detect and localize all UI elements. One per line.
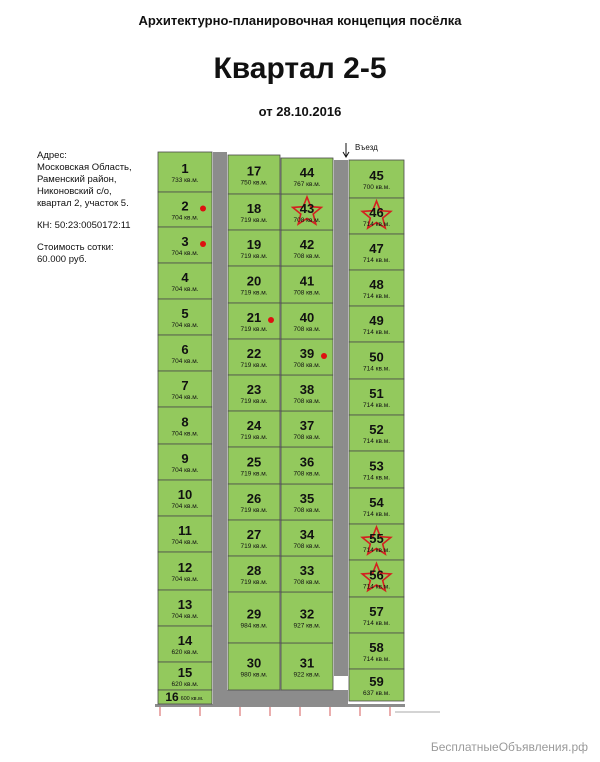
plot-26 bbox=[228, 484, 280, 520]
plot-16 bbox=[158, 690, 212, 704]
plot-area: 704 кв.м. bbox=[171, 467, 199, 474]
plot-area: 719 кв.м. bbox=[240, 470, 268, 478]
plot-area: 704 кв.м. bbox=[171, 503, 199, 510]
address-line: квартал 2, участок 5. bbox=[37, 198, 129, 209]
plot-45 bbox=[349, 160, 404, 198]
plot-number: 40 bbox=[299, 310, 315, 325]
plot-7 bbox=[158, 371, 212, 407]
address-label: Адрес: bbox=[37, 150, 67, 161]
plot-area: 714 кв.м. bbox=[362, 402, 391, 409]
plot-area: 708 кв.м. bbox=[293, 507, 321, 514]
plot-6 bbox=[158, 335, 212, 371]
plot-31 bbox=[281, 643, 333, 690]
plot-36 bbox=[281, 447, 333, 484]
plot-area: 708 кв.м. bbox=[293, 434, 321, 441]
road bbox=[213, 690, 348, 704]
plot-24 bbox=[228, 411, 280, 447]
plot-area: 637 кв.м. bbox=[362, 690, 391, 697]
plot-number: 33 bbox=[299, 563, 315, 578]
plot-29 bbox=[228, 592, 280, 643]
plan-date: от 28.10.2016 bbox=[258, 104, 342, 119]
plot-number: 11 bbox=[178, 523, 192, 538]
plot-number: 46 bbox=[369, 205, 384, 220]
marker-dot-icon bbox=[321, 353, 327, 359]
plot-28 bbox=[228, 556, 280, 592]
plot-number: 48 bbox=[369, 277, 384, 292]
plot-25 bbox=[228, 447, 280, 484]
plot-area: 600 кв.м. bbox=[180, 696, 204, 702]
plot-15 bbox=[158, 662, 212, 690]
plot-area: 708 кв.м. bbox=[293, 579, 321, 586]
plot-number: 10 bbox=[177, 487, 193, 502]
plot-area: 704 кв.м. bbox=[171, 539, 199, 546]
plot-area: 714 кв.м. bbox=[362, 511, 391, 518]
plot-12 bbox=[158, 552, 212, 590]
plot-17 bbox=[228, 155, 280, 194]
plot-area: 708 кв.м. bbox=[293, 543, 321, 550]
plot-number: 24 bbox=[246, 418, 262, 433]
plot-13 bbox=[158, 590, 212, 626]
plot-area: 708 кв.м. bbox=[293, 398, 321, 405]
plot-number: 17 bbox=[246, 163, 262, 179]
address-line: Раменский район, bbox=[37, 174, 117, 185]
plot-area: 922 кв.м. bbox=[293, 671, 321, 679]
plot-55 bbox=[349, 524, 404, 560]
plot-area: 714 кв.м. bbox=[362, 620, 391, 627]
plot-area: 719 кв.м. bbox=[240, 253, 268, 260]
plot-area: 719 кв.м. bbox=[240, 579, 268, 586]
marker-dot-icon bbox=[200, 206, 206, 212]
plot-number: 1 bbox=[181, 161, 189, 176]
plot-area: 719 кв.м. bbox=[240, 362, 268, 369]
plot-number: 18 bbox=[246, 201, 262, 216]
plot-57 bbox=[349, 597, 404, 633]
plot-58 bbox=[349, 633, 404, 669]
plot-8 bbox=[158, 407, 212, 444]
plot-number: 38 bbox=[299, 382, 315, 397]
plot-number: 47 bbox=[369, 241, 384, 256]
plot-37 bbox=[281, 411, 333, 447]
plot-number: 3 bbox=[181, 234, 189, 249]
plot-number: 23 bbox=[246, 382, 262, 397]
plot-5 bbox=[158, 299, 212, 335]
plot-area: 708 кв.м. bbox=[293, 289, 321, 297]
plot-area: 704 кв.м. bbox=[171, 286, 199, 293]
marker-dot-icon bbox=[200, 241, 206, 247]
address-line: Никоновский с/о, bbox=[37, 186, 112, 197]
plot-area: 767 кв.м. bbox=[293, 181, 321, 188]
plot-area: 620 кв.м. bbox=[171, 649, 199, 656]
plot-9 bbox=[158, 444, 212, 480]
plot-49 bbox=[349, 306, 404, 342]
plot-number: 16 bbox=[165, 690, 179, 704]
watermark: БесплатныеОбъявления.рф bbox=[430, 740, 588, 754]
plot-43 bbox=[281, 194, 333, 230]
plot-number: 6 bbox=[181, 342, 189, 357]
plot-38 bbox=[281, 375, 333, 411]
plot-number: 7 bbox=[181, 378, 189, 393]
road bbox=[155, 704, 405, 707]
plot-area: 719 кв.м. bbox=[240, 326, 268, 333]
plot-53 bbox=[349, 451, 404, 488]
plot-number: 44 bbox=[299, 165, 315, 180]
plot-10 bbox=[158, 480, 212, 516]
plot-area: 708 кв.м. bbox=[293, 362, 321, 369]
plot-47 bbox=[349, 234, 404, 270]
road bbox=[213, 152, 227, 697]
plot-41 bbox=[281, 266, 333, 303]
price-value: 60.000 руб. bbox=[37, 254, 87, 265]
plot-2 bbox=[158, 192, 212, 227]
plot-23 bbox=[228, 375, 280, 411]
plot-48 bbox=[349, 270, 404, 306]
plot-1 bbox=[158, 152, 212, 192]
plot-area: 714 кв.м. bbox=[362, 474, 391, 482]
plot-3 bbox=[158, 227, 212, 263]
plot-number: 51 bbox=[369, 386, 384, 401]
plot-number: 15 bbox=[177, 665, 193, 680]
page-title: Квартал 2-5 bbox=[213, 52, 387, 85]
plot-area: 719 кв.м. bbox=[240, 217, 268, 224]
plot-area: 733 кв.м. bbox=[171, 177, 199, 184]
cadastral-number: КН: 50:23:0050172:11 bbox=[37, 220, 131, 231]
plot-52 bbox=[349, 415, 404, 451]
plot-area: 714 кв.м. bbox=[362, 221, 391, 228]
price-label: Стоимость сотки: bbox=[37, 242, 114, 253]
plot-number: 13 bbox=[177, 597, 193, 612]
plot-number: 31 bbox=[299, 655, 315, 671]
plot-40 bbox=[281, 303, 333, 339]
plot-number: 45 bbox=[369, 168, 384, 183]
plot-number: 8 bbox=[181, 414, 189, 430]
plot-number: 12 bbox=[177, 560, 193, 575]
plot-area: 708 кв.м. bbox=[293, 470, 321, 478]
plot-number: 28 bbox=[246, 563, 262, 578]
plot-area: 714 кв.м. bbox=[362, 257, 391, 264]
plot-number: 42 bbox=[299, 237, 315, 252]
plot-number: 49 bbox=[369, 313, 384, 328]
plot-59 bbox=[349, 669, 404, 701]
entrance-label: Въезд bbox=[355, 143, 378, 152]
plot-area: 700 кв.м. bbox=[362, 184, 391, 191]
plot-51 bbox=[349, 379, 404, 415]
plot-number: 59 bbox=[369, 674, 384, 689]
plot-area: 927 кв.м. bbox=[293, 622, 321, 630]
plot-46 bbox=[349, 198, 404, 234]
plot-39 bbox=[281, 339, 333, 375]
plot-area: 704 кв.м. bbox=[171, 576, 199, 583]
plot-area: 704 кв.м. bbox=[171, 394, 199, 401]
plot-number: 54 bbox=[369, 495, 384, 510]
plot-number: 22 bbox=[246, 346, 262, 361]
plot-number: 34 bbox=[299, 527, 315, 542]
plot-number: 57 bbox=[369, 604, 384, 619]
plot-number: 5 bbox=[181, 306, 189, 321]
plot-number: 30 bbox=[246, 655, 262, 671]
plot-34 bbox=[281, 520, 333, 556]
plot-area: 714 кв.м. bbox=[362, 547, 391, 554]
plot-number: 20 bbox=[246, 273, 262, 289]
plot-number: 53 bbox=[369, 458, 384, 474]
plot-number: 14 bbox=[177, 633, 193, 648]
plot-number: 32 bbox=[299, 606, 315, 622]
plot-54 bbox=[349, 488, 404, 524]
plot-area: 719 кв.м. bbox=[240, 543, 268, 550]
plot-27 bbox=[228, 520, 280, 556]
plot-area: 704 кв.м. bbox=[171, 214, 199, 222]
plot-number: 27 bbox=[246, 527, 262, 542]
plot-number: 58 bbox=[369, 640, 384, 655]
plot-number: 39 bbox=[299, 346, 315, 361]
plot-area: 714 кв.м. bbox=[362, 293, 391, 300]
plot-number: 19 bbox=[246, 237, 262, 252]
plot-area: 708 кв.м. bbox=[293, 326, 321, 333]
plot-number: 36 bbox=[299, 454, 315, 470]
plot-number: 2 bbox=[181, 198, 189, 214]
plot-22 bbox=[228, 339, 280, 375]
plot-19 bbox=[228, 230, 280, 266]
plot-30 bbox=[228, 643, 280, 690]
plot-area: 980 кв.м. bbox=[240, 671, 268, 679]
plot-44 bbox=[281, 158, 333, 194]
plot-area: 714 кв.м. bbox=[362, 656, 391, 663]
plot-18 bbox=[228, 194, 280, 230]
plot-area: 704 кв.м. bbox=[171, 613, 199, 620]
road bbox=[334, 160, 348, 676]
plot-area: 714 кв.м. bbox=[362, 438, 391, 445]
plot-area: 704 кв.м. bbox=[171, 322, 199, 329]
plot-number: 35 bbox=[299, 491, 315, 506]
plot-20 bbox=[228, 266, 280, 303]
plot-35 bbox=[281, 484, 333, 520]
plot-50 bbox=[349, 342, 404, 379]
plot-number: 9 bbox=[181, 451, 189, 466]
page-subtitle: Архитектурно-планировочная концепция посёлка bbox=[138, 13, 462, 28]
plot-11 bbox=[158, 516, 212, 552]
plot-number: 43 bbox=[299, 201, 315, 216]
plot-number: 4 bbox=[181, 270, 189, 285]
plot-area: 704 кв.м. bbox=[171, 250, 199, 257]
plot-14 bbox=[158, 626, 212, 662]
plot-42 bbox=[281, 230, 333, 266]
address-line: Московская Область, bbox=[37, 162, 132, 173]
plot-area: 714 кв.м. bbox=[362, 583, 391, 591]
plot-number: 21 bbox=[246, 310, 262, 325]
plot-area: 704 кв.м. bbox=[171, 358, 199, 365]
plot-area: 719 кв.м. bbox=[240, 507, 268, 514]
plot-area: 708 кв.м. bbox=[293, 217, 321, 224]
plot-number: 56 bbox=[369, 567, 384, 583]
plot-number: 37 bbox=[299, 418, 315, 433]
plot-area: 719 кв.м. bbox=[240, 434, 268, 441]
plot-number: 50 bbox=[369, 349, 384, 365]
plot-area: 719 кв.м. bbox=[240, 289, 268, 297]
marker-dot-icon bbox=[268, 317, 274, 323]
plot-area: 620 кв.м. bbox=[171, 681, 199, 688]
plot-number: 25 bbox=[246, 454, 262, 470]
plot-33 bbox=[281, 556, 333, 592]
plot-area: 704 кв.м. bbox=[171, 430, 199, 438]
plot-4 bbox=[158, 263, 212, 299]
plot-number: 29 bbox=[246, 606, 262, 622]
plot-number: 52 bbox=[369, 422, 384, 437]
plot-area: 719 кв.м. bbox=[240, 398, 268, 405]
plot-area: 714 кв.м. bbox=[362, 365, 391, 373]
plot-area: 984 кв.м. bbox=[240, 622, 268, 630]
plot-number: 41 bbox=[299, 273, 315, 289]
plot-area: 750 кв.м. bbox=[240, 179, 268, 187]
plot-number: 26 bbox=[246, 491, 262, 506]
plot-area: 708 кв.м. bbox=[293, 253, 321, 260]
plot-32 bbox=[281, 592, 333, 643]
plot-area: 714 кв.м. bbox=[362, 329, 391, 336]
plot-56 bbox=[349, 560, 404, 597]
plot-21 bbox=[228, 303, 280, 339]
plot-number: 55 bbox=[369, 531, 384, 546]
